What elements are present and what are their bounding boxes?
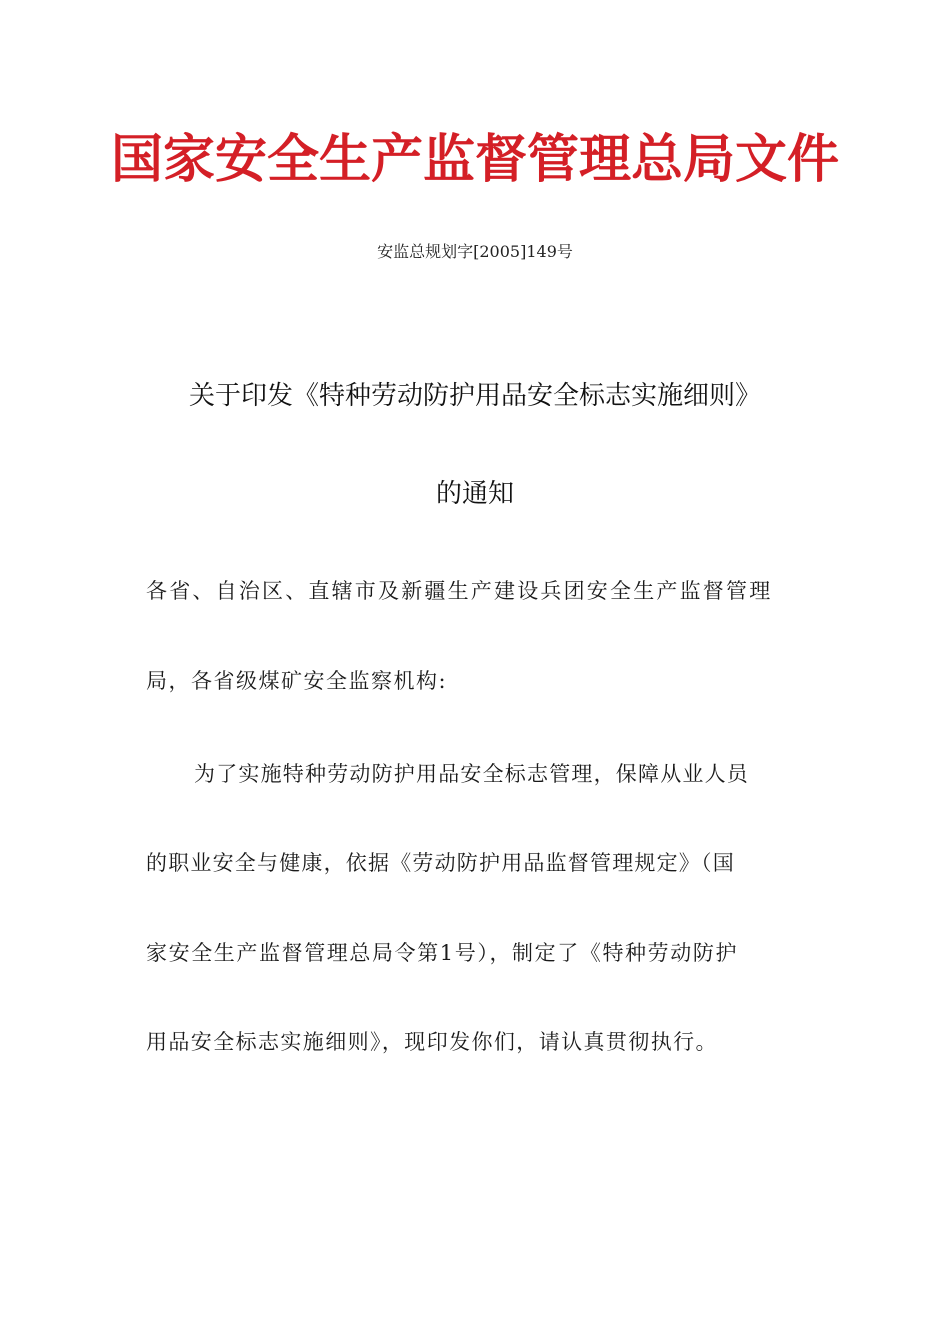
body-paragraph-line-2: 的职业安全与健康，依据《劳动防护用品监督管理规定》（国 [146, 851, 735, 875]
document-number: 安监总规划字[2005]149号 [377, 242, 573, 261]
recipients-line-1: 各省、自治区、直辖市及新疆生产建设兵团安全生产监督管理 [146, 579, 773, 603]
body-paragraph-line-3: 家安全生产监督管理总局令第1号），制定了《特种劳动防护 [146, 941, 739, 965]
recipients-line-2: 局，各省级煤矿安全监察机构: [146, 669, 448, 693]
notice-title-line-2: 的通知 [435, 479, 514, 509]
body-paragraph-line-1: 为了实施特种劳动防护用品安全标志管理，保障从业人员 [194, 762, 749, 786]
body-paragraph-line-4: 用品安全标志实施细则》，现印发你们，请认真贯彻执行。 [146, 1030, 718, 1054]
notice-title-line-1: 关于印发《特种劳动防护用品安全标志实施细则》 [188, 381, 761, 411]
document-masthead: 国家安全生产监督管理总局文件 [110, 130, 839, 190]
